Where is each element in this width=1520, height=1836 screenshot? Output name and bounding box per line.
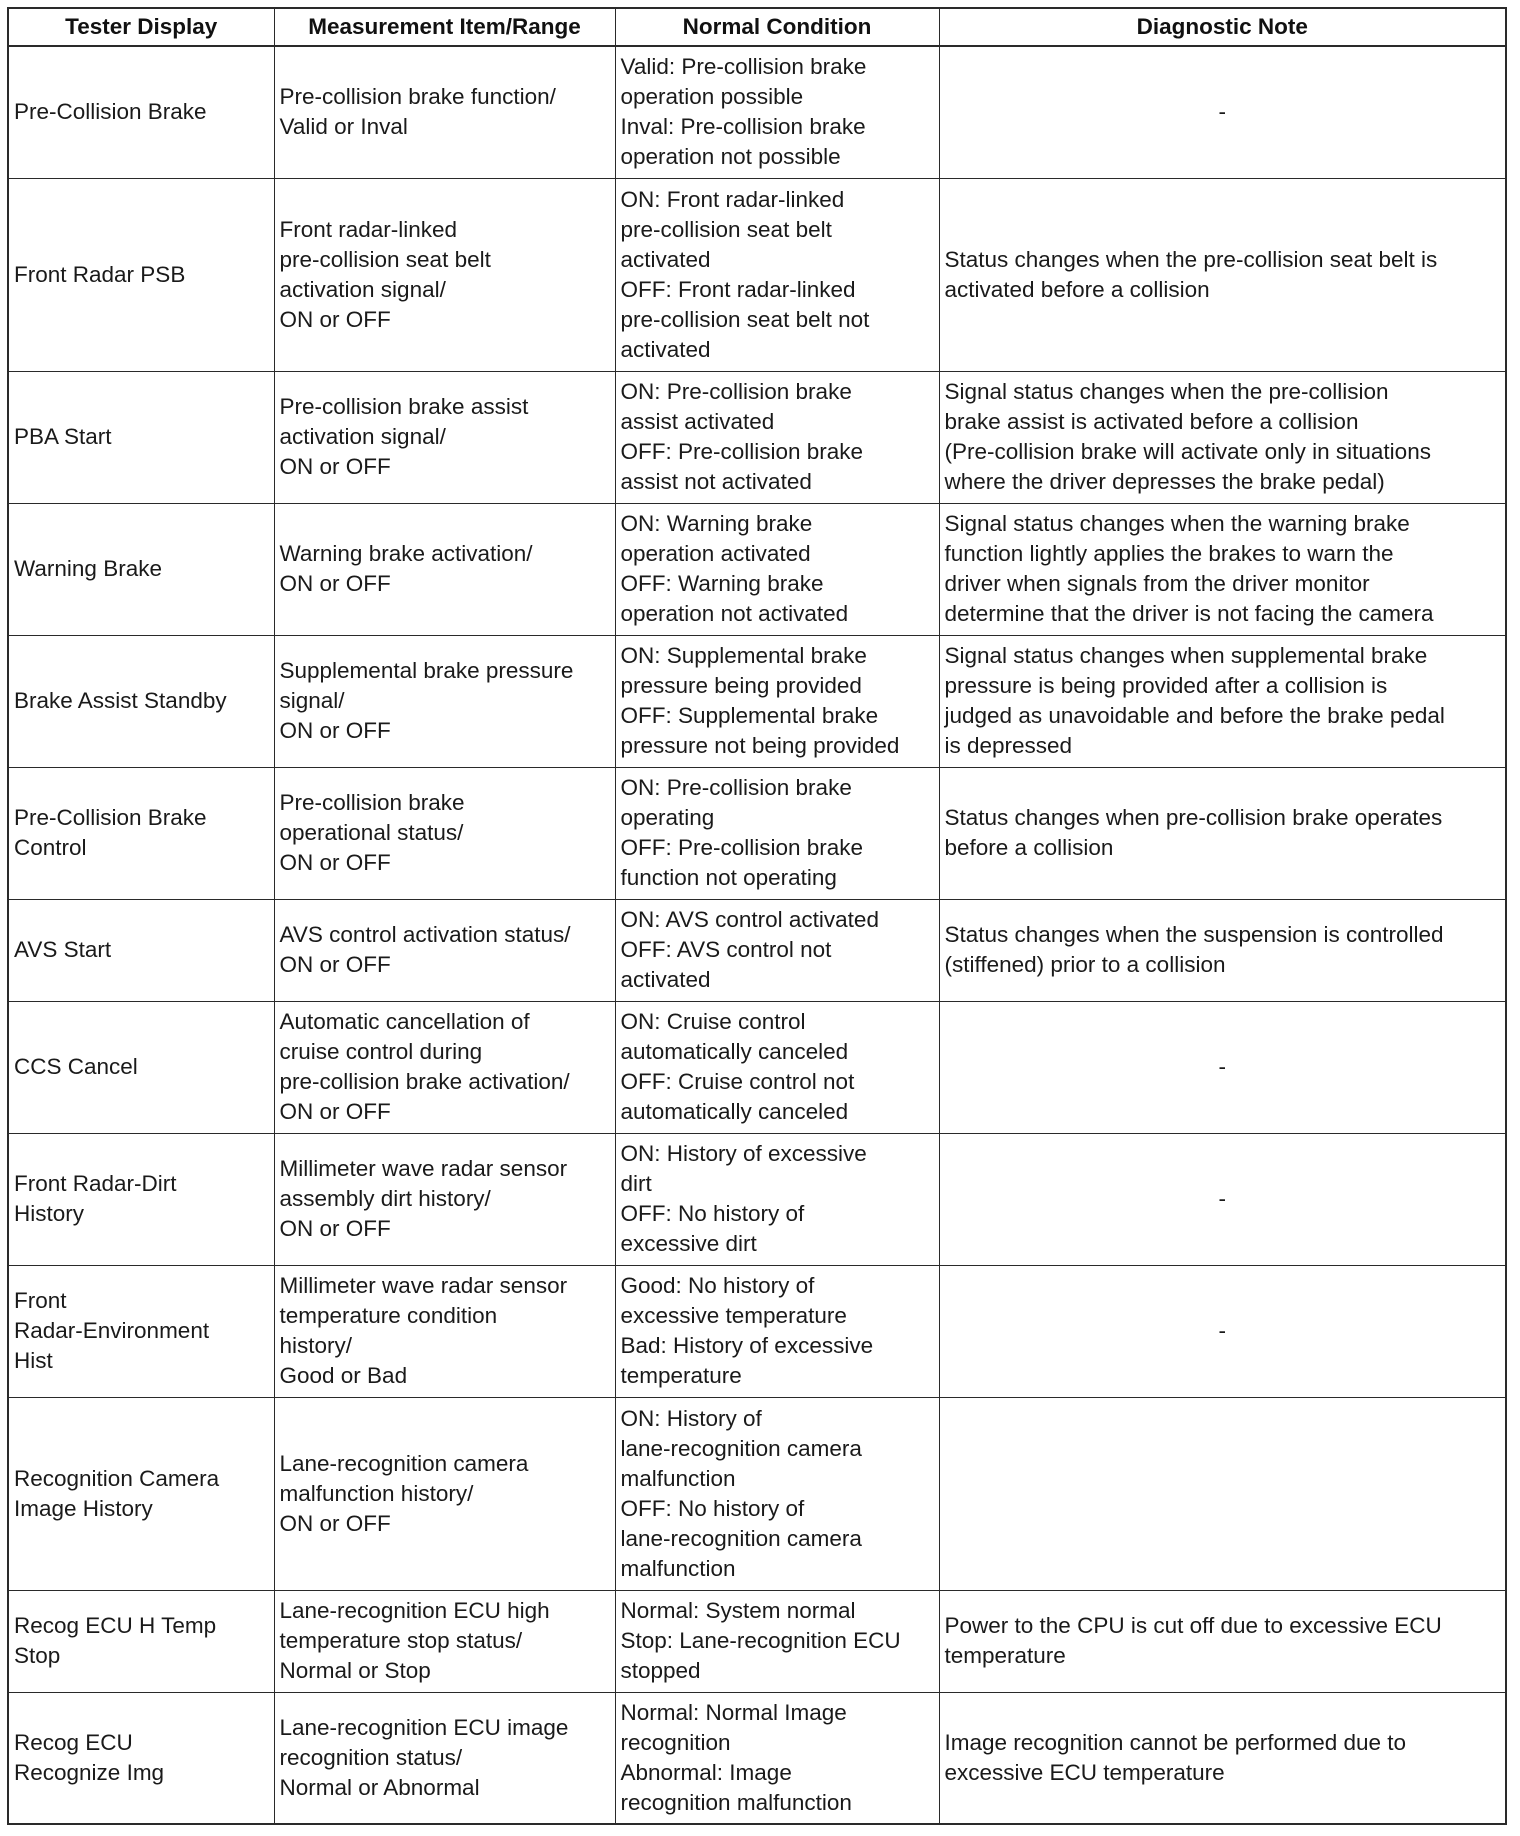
table-row (8, 899, 1506, 1001)
cell-tester-display: Recog ECU Recognize Img (8, 1692, 274, 1824)
table-row (8, 178, 1506, 371)
table-row (8, 1397, 1506, 1590)
cell-diagnostic-note (939, 1397, 1506, 1590)
cell-diagnostic-note: Image recognition cannot be performed due to excessive ECU temperature (939, 1692, 1506, 1824)
cell-normal-condition: ON: Supplemental brake pressure being provided OFF: Supplemental brake pressure not being provided (615, 635, 939, 767)
cell-normal-condition: ON: Pre-collision brake operating OFF: Pre-collision brake function not operating (615, 767, 939, 899)
cell-diagnostic-note: Status changes when pre-collision brake operates before a collision (939, 767, 1506, 899)
cell-measurement-item: Lane-recognition ECU image recognition status/ Normal or Abnormal (274, 1692, 615, 1824)
table-row (8, 767, 1506, 899)
table-row (8, 1133, 1506, 1265)
cell-measurement-item: AVS control activation status/ ON or OFF (274, 899, 615, 1001)
cell-tester-display: CCS Cancel (8, 1001, 274, 1133)
cell-normal-condition: Good: No history of excessive temperature Bad: History of excessive temperature (615, 1265, 939, 1397)
cell-measurement-item: Millimeter wave radar sensor assembly dirt history/ ON or OFF (274, 1133, 615, 1265)
cell-measurement-item: Warning brake activation/ ON or OFF (274, 503, 615, 635)
cell-measurement-item: Automatic cancellation of cruise control during pre-collision brake activation/ ON or OFF (274, 1001, 615, 1133)
cell-diagnostic-note: Status changes when the suspension is controlled (stiffened) prior to a collision (939, 899, 1506, 1001)
cell-measurement-item: Pre-collision brake function/ Valid or Inval (274, 46, 615, 178)
cell-measurement-item: Front radar-linked pre-collision seat belt activation signal/ ON or OFF (274, 178, 615, 371)
cell-tester-display: Pre-Collision Brake (8, 46, 274, 178)
table-row (8, 46, 1506, 178)
table-row (8, 1692, 1506, 1824)
cell-diagnostic-note: Signal status changes when the pre-collision brake assist is activated before a collision (Pre-collision brake will activate only in situations where the driver depresses the brake pedal) (939, 371, 1506, 503)
cell-measurement-item: Pre-collision brake operational status/ ON or OFF (274, 767, 615, 899)
table-row (8, 1265, 1506, 1397)
cell-diagnostic-note: - (939, 1001, 1506, 1133)
cell-tester-display: Recognition Camera Image History (8, 1397, 274, 1590)
cell-tester-display: Recog ECU H Temp Stop (8, 1590, 274, 1692)
cell-normal-condition: ON: Cruise control automatically canceled OFF: Cruise control not automatically canceled (615, 1001, 939, 1133)
column-header-normal-condition: Normal Condition (615, 8, 939, 46)
cell-tester-display: Brake Assist Standby (8, 635, 274, 767)
cell-normal-condition: Valid: Pre-collision brake operation possible Inval: Pre-collision brake operation not possible (615, 46, 939, 178)
cell-tester-display: Front Radar PSB (8, 178, 274, 371)
cell-diagnostic-note: Signal status changes when the warning brake function lightly applies the brakes to warn the driver when signals from the driver monitor determine that the driver is not facing the camera (939, 503, 1506, 635)
cell-diagnostic-note: - (939, 1265, 1506, 1397)
cell-diagnostic-note: Power to the CPU is cut off due to excessive ECU temperature (939, 1590, 1506, 1692)
cell-normal-condition: ON: Pre-collision brake assist activated OFF: Pre-collision brake assist not activated (615, 371, 939, 503)
cell-normal-condition: ON: Warning brake operation activated OFF: Warning brake operation not activated (615, 503, 939, 635)
cell-tester-display: Front Radar-Environment Hist (8, 1265, 274, 1397)
cell-diagnostic-note: Signal status changes when supplemental brake pressure is being provided after a collision is judged as unavoidable and before the brake pedal is depressed (939, 635, 1506, 767)
table-row (8, 503, 1506, 635)
cell-diagnostic-note: Status changes when the pre-collision seat belt is activated before a collision (939, 178, 1506, 371)
cell-normal-condition: Normal: System normal Stop: Lane-recognition ECU stopped (615, 1590, 939, 1692)
cell-tester-display: PBA Start (8, 371, 274, 503)
column-header-tester-display: Tester Display (8, 8, 274, 46)
cell-normal-condition: Normal: Normal Image recognition Abnormal: Image recognition malfunction (615, 1692, 939, 1824)
cell-diagnostic-note: - (939, 46, 1506, 178)
table-body (8, 46, 1506, 1824)
cell-tester-display: Warning Brake (8, 503, 274, 635)
table-row (8, 1001, 1506, 1133)
table-row (8, 371, 1506, 503)
column-header-measurement-item: Measurement Item/Range (274, 8, 615, 46)
table-row (8, 635, 1506, 767)
cell-normal-condition: ON: Front radar-linked pre-collision seat belt activated OFF: Front radar-linked pre-collision seat belt not activated (615, 178, 939, 371)
column-header-diagnostic-note: Diagnostic Note (939, 8, 1506, 46)
cell-measurement-item: Lane-recognition camera malfunction history/ ON or OFF (274, 1397, 615, 1590)
cell-tester-display: AVS Start (8, 899, 274, 1001)
cell-measurement-item: Millimeter wave radar sensor temperature condition history/ Good or Bad (274, 1265, 615, 1397)
cell-tester-display: Pre-Collision Brake Control (8, 767, 274, 899)
cell-normal-condition: ON: AVS control activated OFF: AVS control not activated (615, 899, 939, 1001)
cell-measurement-item: Pre-collision brake assist activation signal/ ON or OFF (274, 371, 615, 503)
cell-diagnostic-note: - (939, 1133, 1506, 1265)
data-list-sheet (7, 7, 1507, 1825)
cell-measurement-item: Lane-recognition ECU high temperature stop status/ Normal or Stop (274, 1590, 615, 1692)
cell-tester-display: Front Radar-Dirt History (8, 1133, 274, 1265)
diagnostic-data-table (7, 7, 1507, 1825)
cell-normal-condition: ON: History of lane-recognition camera malfunction OFF: No history of lane-recognition camera malfunction (615, 1397, 939, 1590)
cell-normal-condition: ON: History of excessive dirt OFF: No history of excessive dirt (615, 1133, 939, 1265)
header-row (8, 8, 1506, 46)
table-row (8, 1590, 1506, 1692)
cell-measurement-item: Supplemental brake pressure signal/ ON or OFF (274, 635, 615, 767)
